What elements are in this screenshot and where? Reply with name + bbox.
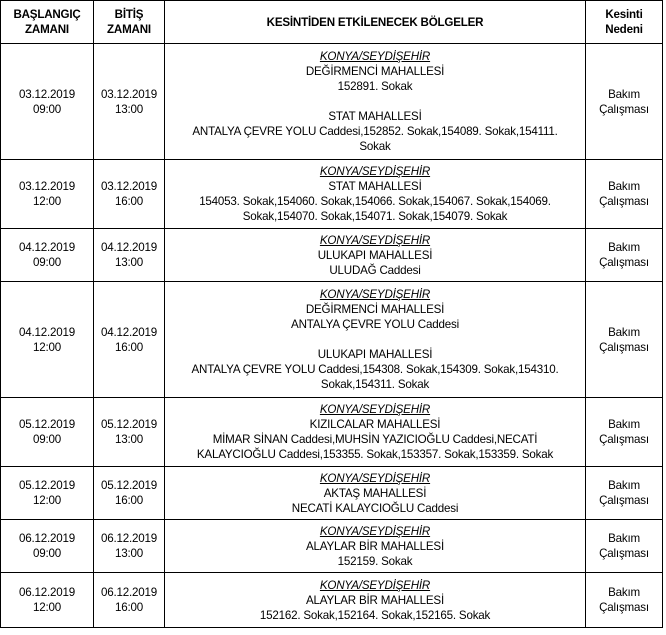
header-start-line-1: BAŞLANGIÇ [13, 8, 81, 21]
start-cell-time: 09:00 [32, 433, 61, 446]
end-cell-time: 13:00 [114, 547, 143, 560]
reason-cell [586, 160, 663, 229]
regions-cell [165, 573, 586, 628]
start-cell-date: 06.12.2019 [18, 532, 76, 545]
reason-line: Bakım [608, 180, 640, 193]
start-cell [1, 160, 94, 229]
regions-cell [165, 398, 586, 467]
region-line: DEĞİRMENCİ MAHALLESİ [305, 303, 445, 316]
table-header [1, 1, 663, 44]
reason-line: Bakım [608, 479, 640, 492]
start-cell-time: 12:00 [32, 340, 61, 354]
end-cell [94, 520, 165, 573]
start-cell-time: 12:00 [32, 195, 61, 208]
header-end-time [94, 1, 165, 44]
start-cell-time: 09:00 [32, 547, 61, 560]
region-line: KIZILCALAR MAHALLESİ [309, 418, 441, 431]
city-district-label: KONYA/SEYDİŞEHİR [319, 524, 431, 538]
end-cell [94, 573, 165, 628]
region-line: 152891. Sokak [337, 80, 413, 93]
start-cell [1, 520, 94, 573]
end-cell-date: 04.12.2019 [100, 325, 158, 339]
header-start-line-2: ZAMANI [25, 23, 69, 36]
start-cell-date: 06.12.2019 [18, 586, 76, 599]
start-cell-date: 04.12.2019 [18, 325, 76, 339]
table-row [1, 160, 663, 229]
region-line: STAT MAHALLESİ [328, 110, 422, 123]
region-line: Sokak,154070. Sokak,154071. Sokak,154079. Sokak [242, 210, 508, 223]
region-line: ANTALYA ÇEVRE YOLU Caddesi [291, 318, 459, 331]
reason-line: Çalışması [599, 102, 649, 116]
start-cell [1, 282, 94, 398]
start-cell-date: 05.12.2019 [18, 418, 76, 431]
reason-line: Çalışması [599, 601, 649, 614]
start-cell-date: 05.12.2019 [18, 479, 76, 492]
end-cell-time: 16:00 [114, 340, 143, 354]
end-cell [94, 398, 165, 467]
header-row [1, 1, 663, 44]
region-line: ULUDAĞ Caddesi [329, 263, 421, 277]
region-line: Sokak,154311. Sokak [320, 378, 430, 391]
start-cell-date: 03.12.2019 [18, 87, 76, 101]
end-cell-time: 16:00 [114, 195, 143, 208]
start-cell-date: 03.12.2019 [18, 180, 76, 193]
header-start-time [1, 1, 94, 44]
reason-cell [586, 44, 663, 160]
region-line: 152159. Sokak [337, 554, 413, 568]
end-cell [94, 229, 165, 282]
reason-line: Çalışması [599, 195, 649, 208]
region-line: ANTALYA ÇEVRE YOLU Caddesi,154308. Sokak,154309. Sokak,154310. [191, 363, 559, 376]
region-line: NECATİ KALAYCIOĞLU Caddesi [291, 501, 459, 515]
reason-line: Bakım [608, 241, 640, 254]
start-cell-time: 12:00 [32, 601, 61, 614]
regions-cell [165, 520, 586, 573]
table-row [1, 520, 663, 573]
table-row [1, 398, 663, 467]
reason-line: Bakım [608, 87, 640, 101]
end-cell [94, 467, 165, 520]
region-line: STAT MAHALLESİ [328, 180, 422, 193]
header-end-line-1: BİTİŞ [114, 8, 144, 21]
start-cell [1, 44, 94, 160]
reason-line: Çalışması [599, 256, 649, 269]
end-cell [94, 44, 165, 160]
region-line: 154053. Sokak,154060. Sokak,154066. Sokak,154067. Sokak,154069. [199, 195, 551, 208]
region-line: ULUKAPI MAHALLESİ [317, 248, 433, 262]
reason-cell [586, 398, 663, 467]
city-district-label: KONYA/SEYDİŞEHİR [319, 471, 431, 485]
reason-cell [586, 467, 663, 520]
start-cell [1, 573, 94, 628]
end-cell-time: 16:00 [114, 601, 143, 614]
header-reason-line-2: Nedeni [605, 23, 643, 36]
end-cell-date: 05.12.2019 [100, 418, 158, 431]
end-cell-time: 16:00 [114, 494, 143, 507]
city-district-label: KONYA/SEYDİŞEHİR [319, 165, 431, 178]
reason-cell [586, 282, 663, 398]
region-line: KALAYCIOĞLU Caddesi,153355. Sokak,153357. Sokak,153359. Sokak [196, 448, 554, 461]
end-cell-date: 06.12.2019 [100, 532, 158, 545]
start-cell-time: 12:00 [32, 494, 61, 507]
regions-cell [165, 467, 586, 520]
reason-line: Çalışması [599, 340, 649, 354]
end-cell-date: 03.12.2019 [100, 180, 158, 193]
spacer-line [166, 94, 584, 109]
region-line: ALAYLAR BİR MAHALLESİ [306, 593, 444, 607]
start-cell-time: 09:00 [32, 256, 61, 269]
regions-cell [165, 282, 586, 398]
reason-line: Çalışması [599, 547, 649, 560]
end-cell-time: 13:00 [114, 256, 143, 269]
reason-line: Çalışması [599, 494, 649, 507]
region-line: ULUKAPI MAHALLESİ [317, 348, 433, 361]
table-row [1, 44, 663, 160]
reason-line: Bakım [608, 418, 640, 431]
regions-cell [165, 44, 586, 160]
start-cell [1, 229, 94, 282]
header-end-line-2: ZAMANI [107, 23, 151, 36]
city-district-label: KONYA/SEYDİŞEHİR [319, 233, 431, 247]
end-cell [94, 160, 165, 229]
start-cell [1, 467, 94, 520]
reason-cell [586, 229, 663, 282]
header-affected-regions: KESİNTİDEN ETKİLENECEK BÖLGELER [165, 1, 586, 44]
reason-cell [586, 520, 663, 573]
start-cell-date: 04.12.2019 [18, 241, 76, 254]
city-district-label: KONYA/SEYDİŞEHİR [319, 50, 431, 63]
end-cell-time: 13:00 [114, 102, 143, 116]
reason-cell [586, 573, 663, 628]
reason-line: Bakım [608, 532, 640, 545]
end-cell [94, 282, 165, 398]
region-line: DEĞİRMENCİ MAHALLESİ [305, 65, 445, 78]
table-row [1, 229, 663, 282]
city-district-label: KONYA/SEYDİŞEHİR [319, 578, 431, 592]
end-cell-date: 05.12.2019 [100, 479, 158, 492]
reason-line: Bakım [608, 586, 640, 599]
header-reason [586, 1, 663, 44]
city-district-label: KONYA/SEYDİŞEHİR [319, 403, 431, 416]
region-line: AKTAŞ MAHALLESİ [323, 486, 427, 500]
reason-line: Bakım [608, 325, 640, 339]
spacer-line [166, 332, 584, 347]
reason-line: Çalışması [599, 433, 649, 446]
end-cell-date: 04.12.2019 [100, 241, 158, 254]
table-row [1, 573, 663, 628]
header-reason-line-1: Kesinti [605, 8, 643, 21]
region-line: MİMAR SİNAN Caddesi,MUHSİN YAZICIOĞLU Caddesi,NECATİ [212, 433, 538, 446]
regions-cell [165, 229, 586, 282]
regions-cell [165, 160, 586, 229]
region-line: ALAYLAR BİR MAHALLESİ [306, 539, 444, 553]
region-line: 152162. Sokak,152164. Sokak,152165. Sokak [259, 608, 491, 622]
start-cell [1, 398, 94, 467]
region-line: ANTALYA ÇEVRE YOLU Caddesi,152852. Sokak,154089. Sokak,154111. [192, 125, 558, 138]
table-row [1, 282, 663, 398]
table-body [1, 44, 663, 628]
end-cell-time: 13:00 [114, 433, 143, 446]
region-line: Sokak [359, 140, 391, 153]
end-cell-date: 06.12.2019 [100, 586, 158, 599]
end-cell-date: 03.12.2019 [100, 87, 158, 101]
start-cell-time: 09:00 [32, 102, 61, 116]
table-row [1, 467, 663, 520]
city-district-label: KONYA/SEYDİŞEHİR [319, 288, 431, 301]
